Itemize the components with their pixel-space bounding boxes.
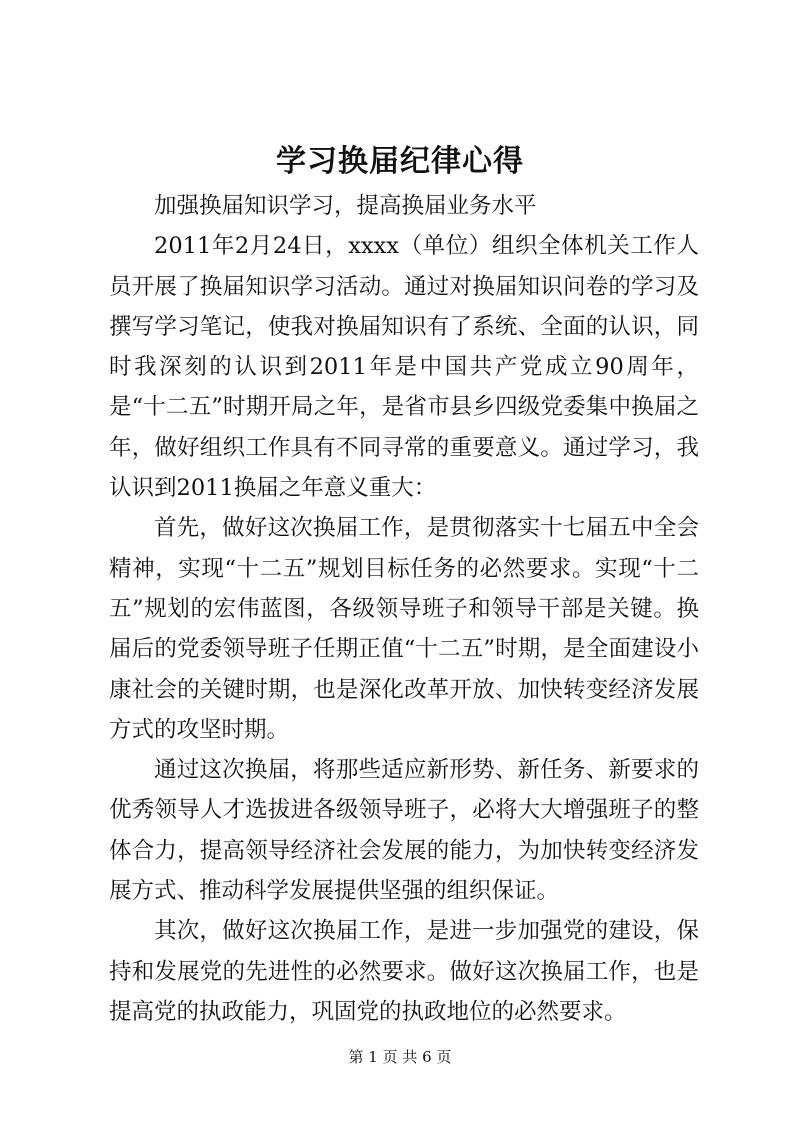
paragraph-first: 首先，做好这次换届工作，是贯彻落实十七届五中全会精神，实现“十二五”规划目标任务的必然要求。实现“十二五”规划的宏伟蓝图，各级领导班子和领导干部是关键。换届后的党委领导班子任期正值“十二五”时期，是全面建设小康社会的关键时期，也是深化改革开放、加快转变经济发展方式的攻坚时期。 [109, 515, 699, 743]
paragraph-subtitle: 加强换届知识学习，提高换届业务水平 [154, 193, 537, 219]
document-title: 学习换届纪律心得 [276, 144, 524, 179]
document-body [109, 186, 699, 1032]
page-number-footer: 第 1 页 共 6 页 [348, 1048, 452, 1066]
paragraph-second: 其次，做好这次换届工作，是进一步加强党的建设，保持和发展党的先进性的必然要求。做好这次换届工作，也是提高党的执政能力，巩固党的执政地位的必然要求。 [109, 918, 699, 1025]
paragraph-intro: 2011年2月24日，xxxx（单位）组织全体机关工作人员开展了换届知识学习活动。通过对换届知识问卷的学习及撰写学习笔记，使我对换届知识有了系统、全面的认识，同时我深刻的认识到2011年是中国共产党成立90周年，是“十二五”时期开局之年，是省市县乡四级党委集中换届之年，做好组织工作具有不同寻常的重要意义。通过学习，我认识到2011换届之年意义重大： [109, 233, 699, 502]
paragraph-selection: 通过这次换届，将那些适应新形势、新任务、新要求的优秀领导人才选拔进各级领导班子，必将大大增强班子的整体合力，提高领导经济社会发展的能力，为加快转变经济发展方式、推动科学发展提供坚强的组织保证。 [109, 757, 699, 905]
